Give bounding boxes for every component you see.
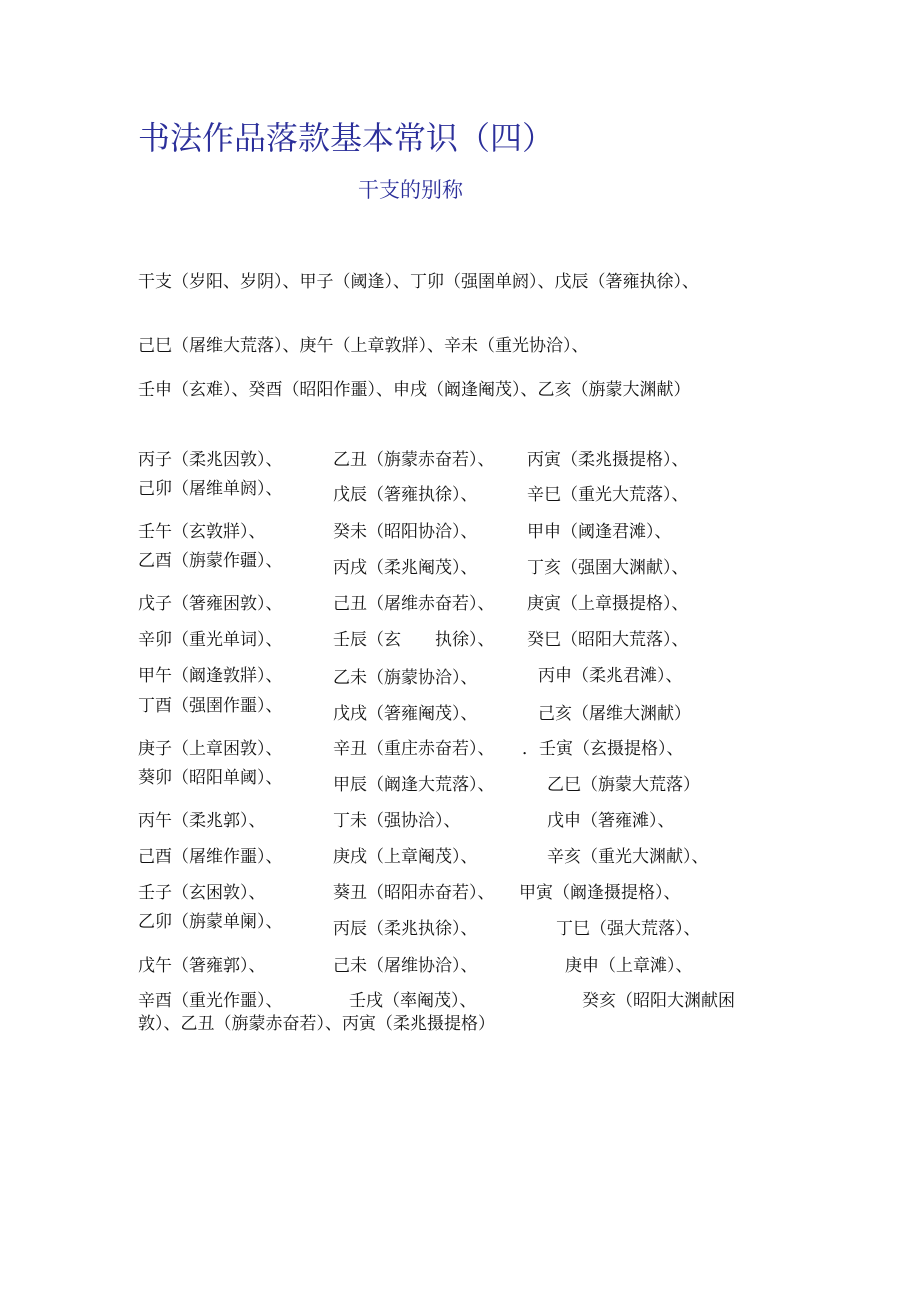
cycle-entry: 戊午（箸雍郭）、: [138, 956, 266, 976]
cycle-entry: 戊子（箸雍困敦）、: [138, 594, 283, 614]
cycle-entry: 庚申（上章滩）、: [565, 956, 693, 976]
cycle-entry: 甲寅（阚逢摄提格）、: [519, 883, 681, 903]
cycle-entry: 丁未（强协洽）、: [333, 811, 461, 831]
cycle-entry: 壬戌（率阉茂）、: [349, 991, 477, 1011]
cycle-entry: 壬午（玄敦牂）、: [138, 522, 266, 542]
cycle-entry: 辛卯（重光单词）、: [138, 630, 283, 650]
cycle-entry: 庚戌（上章阉茂）、: [333, 847, 478, 867]
cycle-entry: 乙卯（旃蒙单阑）、: [138, 912, 283, 932]
cycle-entry: 庚寅（上章摄提格）、: [527, 594, 689, 614]
cycle-entry: 丁亥（强圉大渊献）、: [527, 558, 689, 578]
cycle-entry: 乙巳（旃蒙大荒落）: [547, 775, 700, 795]
cycle-entry: 丁酉（强圉作噩）、: [138, 696, 283, 716]
document-subtitle: 干支的别称: [358, 178, 463, 202]
cycle-entry: 甲午（阚逢敦牂）、: [138, 666, 283, 686]
cycle-entry: ．壬寅（玄摄提格）、: [522, 739, 684, 759]
cycle-entry: 丙戌（柔兆阉茂）、: [333, 558, 478, 578]
cycle-entry: 葵卯（昭阳单阈）、: [138, 768, 283, 788]
cycle-entry: 癸巳（昭阳大荒落）、: [527, 630, 689, 650]
cycle-entry: 乙酉（旃蒙作疆）、: [138, 551, 283, 571]
cycle-entry: 甲申（阈逢君滩）、: [527, 522, 672, 542]
intro-paragraph: 壬申（玄难）、癸酉（昭阳作噩）、申戌（阚逢阉茂）、乙亥（旃蒙大渊献）: [138, 380, 691, 400]
cycle-entry: 己卯（屠维单阏）、: [138, 479, 283, 499]
cycle-entry: 辛亥（重光大渊献）、: [547, 847, 709, 867]
cycle-entry: 壬子（玄困敦）、: [138, 883, 266, 903]
cycle-entry: 辛丑（重庄赤奋若）、: [333, 739, 495, 759]
document-title: 书法作品落款基本常识（四）: [138, 119, 555, 157]
cycle-entry: 丙子（柔兆因敦）、: [138, 450, 283, 470]
cycle-entry: 乙未（旃蒙协洽）、: [333, 668, 478, 688]
cycle-entry: 戊戌（箸雍阉茂）、: [333, 704, 478, 724]
cycle-entry: 丙午（柔兆郭）、: [138, 811, 266, 831]
cycle-entry: 丙申（柔兆君滩）、: [538, 666, 683, 686]
cycle-entry: 甲辰（阚逢大荒落）、: [333, 775, 495, 795]
cycle-entry: 戊申（箸雍滩）、: [547, 811, 675, 831]
cycle-entry: 己未（屠维协洽）、: [333, 956, 478, 976]
cycle-entry: 庚子（上章困敦）、: [138, 739, 283, 759]
cycle-entry: 癸亥（昭阳大渊献困: [582, 991, 735, 1011]
cycle-entry: 己亥（屠维大渊献）: [538, 704, 691, 724]
cycle-entry: 己丑（屠维赤奋若）、: [333, 594, 495, 614]
cycle-entry: 辛巳（重光大荒落）、: [527, 485, 689, 505]
cycle-entry: 葵丑（昭阳赤奋若）、: [333, 883, 495, 903]
closing-line: 敦）、乙丑（旃蒙赤奋若）、丙寅（柔兆摄提格）: [138, 1014, 495, 1034]
cycle-entry: 丁巳（强大荒落）、: [556, 919, 701, 939]
cycle-entry: 辛酉（重光作噩）、: [138, 991, 283, 1011]
cycle-entry: 乙丑（旃蒙赤奋若）、: [333, 450, 495, 470]
cycle-entry: 戊辰（箸雍执徐）、: [333, 485, 478, 505]
intro-paragraph: 己巳（屠维大荒落）、庚午（上章敦牂）、辛未（重光协洽）、: [138, 336, 589, 356]
intro-paragraph: 干支（岁阳、岁阴）、甲子（阈逢）、丁卯（强圉单阏）、戊辰（箸雍执徐）、: [138, 272, 699, 292]
cycle-entry: 癸未（昭阳协洽）、: [333, 522, 478, 542]
cycle-entry: 丙寅（柔兆摄提格）、: [527, 450, 689, 470]
cycle-entry: 壬辰（玄 执徐）、: [333, 630, 495, 650]
cycle-entry: 丙辰（柔兆执徐）、: [333, 919, 478, 939]
cycle-entry: 己酉（屠维作噩）、: [138, 847, 283, 867]
